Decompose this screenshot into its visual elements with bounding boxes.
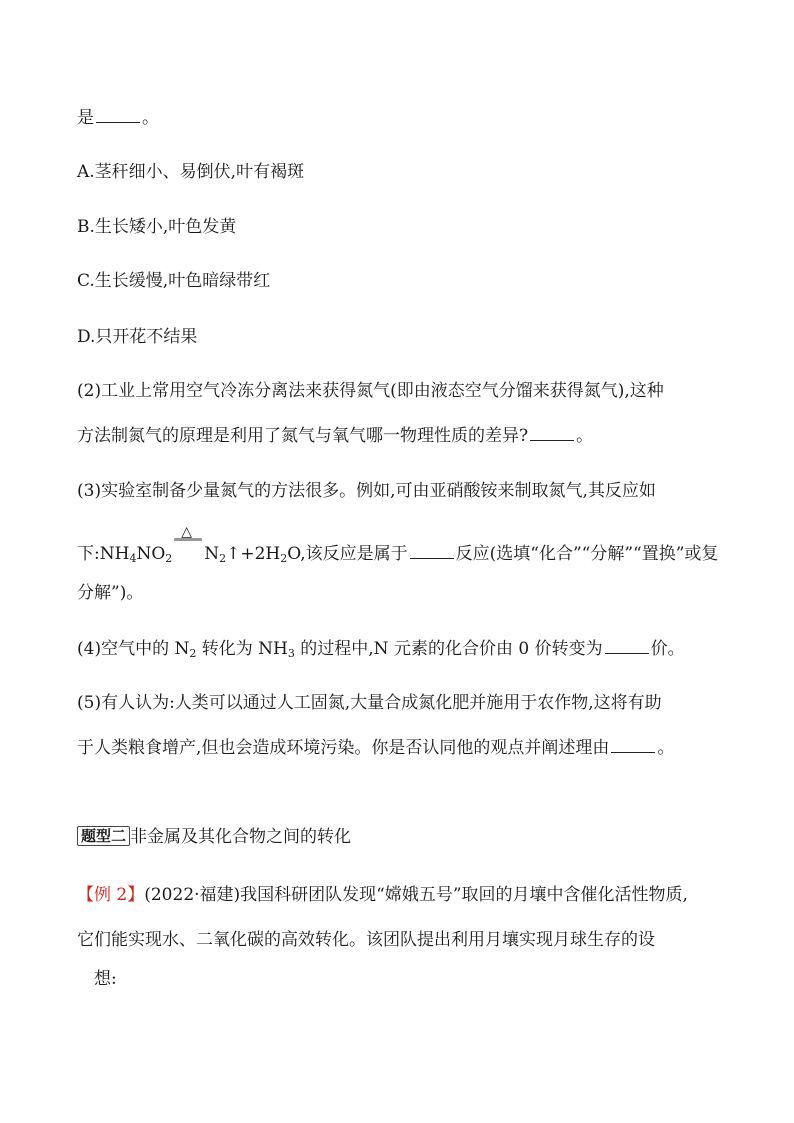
q5-line2 <box>77 736 674 759</box>
example-label: 【例 2】 <box>77 885 145 905</box>
q3-line3: 分解”)。 <box>77 583 144 603</box>
q1-tail <box>77 106 159 129</box>
q4-line <box>77 637 685 660</box>
q3-after: 反应(选填“化合”“分解”“置换”或复 <box>455 544 719 564</box>
q2-end: 。 <box>576 426 594 446</box>
q3-mid: ↑+2H <box>226 544 281 564</box>
q4-post: 的过程中,N 元素的化合价由 0 价转变为 <box>294 639 603 659</box>
q3-equation-line <box>77 524 719 565</box>
q4-end: 价。 <box>650 639 685 659</box>
option-b: B.生长矮小,叶色发黄 <box>77 217 237 237</box>
q2-line2 <box>77 424 593 447</box>
option-c: C.生长缓慢,叶色暗绿带红 <box>77 271 271 291</box>
answer-blank[interactable] <box>96 106 140 123</box>
answer-blank[interactable] <box>611 736 655 753</box>
subscript: 3 <box>287 647 295 660</box>
q3-pre: 下:NH <box>77 544 130 564</box>
subscript: 4 <box>129 552 137 565</box>
subscript: 2 <box>189 647 197 660</box>
example-line1-text: (2022·福建)我国科研团队发现“嫦娥五号”取回的月壤中含催化活性物质, <box>144 885 688 905</box>
subscript: 2 <box>165 552 173 565</box>
subscript: 2 <box>280 552 288 565</box>
option-a: A.茎秆细小、易倒伏,叶有褐斑 <box>77 162 305 182</box>
subscript: 2 <box>219 552 227 565</box>
q3-no: NO <box>136 544 166 564</box>
q2-line2-text: 方法制氮气的原理是利用了氮气与氧气哪一物理性质的差异? <box>77 426 529 446</box>
q3-n: N <box>204 544 220 564</box>
example-line3: 想: <box>94 969 117 989</box>
q5-end: 。 <box>657 738 675 758</box>
q3-post: O,该反应是属于 <box>287 544 408 564</box>
section-tag: 题型二 <box>77 826 130 846</box>
heat-condition-icon: △ <box>181 524 193 540</box>
q1-tail-end: 。 <box>142 108 159 128</box>
reaction-arrow <box>172 524 204 559</box>
option-d: D.只开花不结果 <box>77 327 198 347</box>
q3-line1: (3)实验室制备少量氮气的方法很多。例如,可由亚硝酸铵来制取氮气,其反应如 <box>77 481 656 501</box>
section-header <box>77 826 351 848</box>
answer-blank[interactable] <box>605 637 649 654</box>
q2-line1: (2)工业上常用空气冷冻分离法来获得氮气(即由液态空气分馏来获得氮气),这种 <box>77 381 664 401</box>
section-title: 非金属及其化合物之间的转化 <box>130 827 352 847</box>
q1-tail-text: 是 <box>77 108 94 128</box>
answer-blank[interactable] <box>530 424 574 441</box>
answer-blank[interactable] <box>410 542 454 559</box>
q4-mid: 转化为 NH <box>196 639 288 659</box>
example-line2: 它们能实现水、二氧化碳的高效转化。该团队提出利用月壤实现月球生存的设 <box>77 930 655 950</box>
example-line1 <box>77 884 688 906</box>
q4-pre: (4)空气中的 N <box>77 639 190 659</box>
equals-bar <box>174 538 202 541</box>
q5-line2-text: 于人类粮食增产,但也会造成环境污染。你是否认同他的观点并阐述理由 <box>77 738 610 758</box>
q5-line1: (5)有人认为:人类可以通过人工固氮,大量合成氮化肥并施用于农作物,这将有助 <box>77 693 662 713</box>
